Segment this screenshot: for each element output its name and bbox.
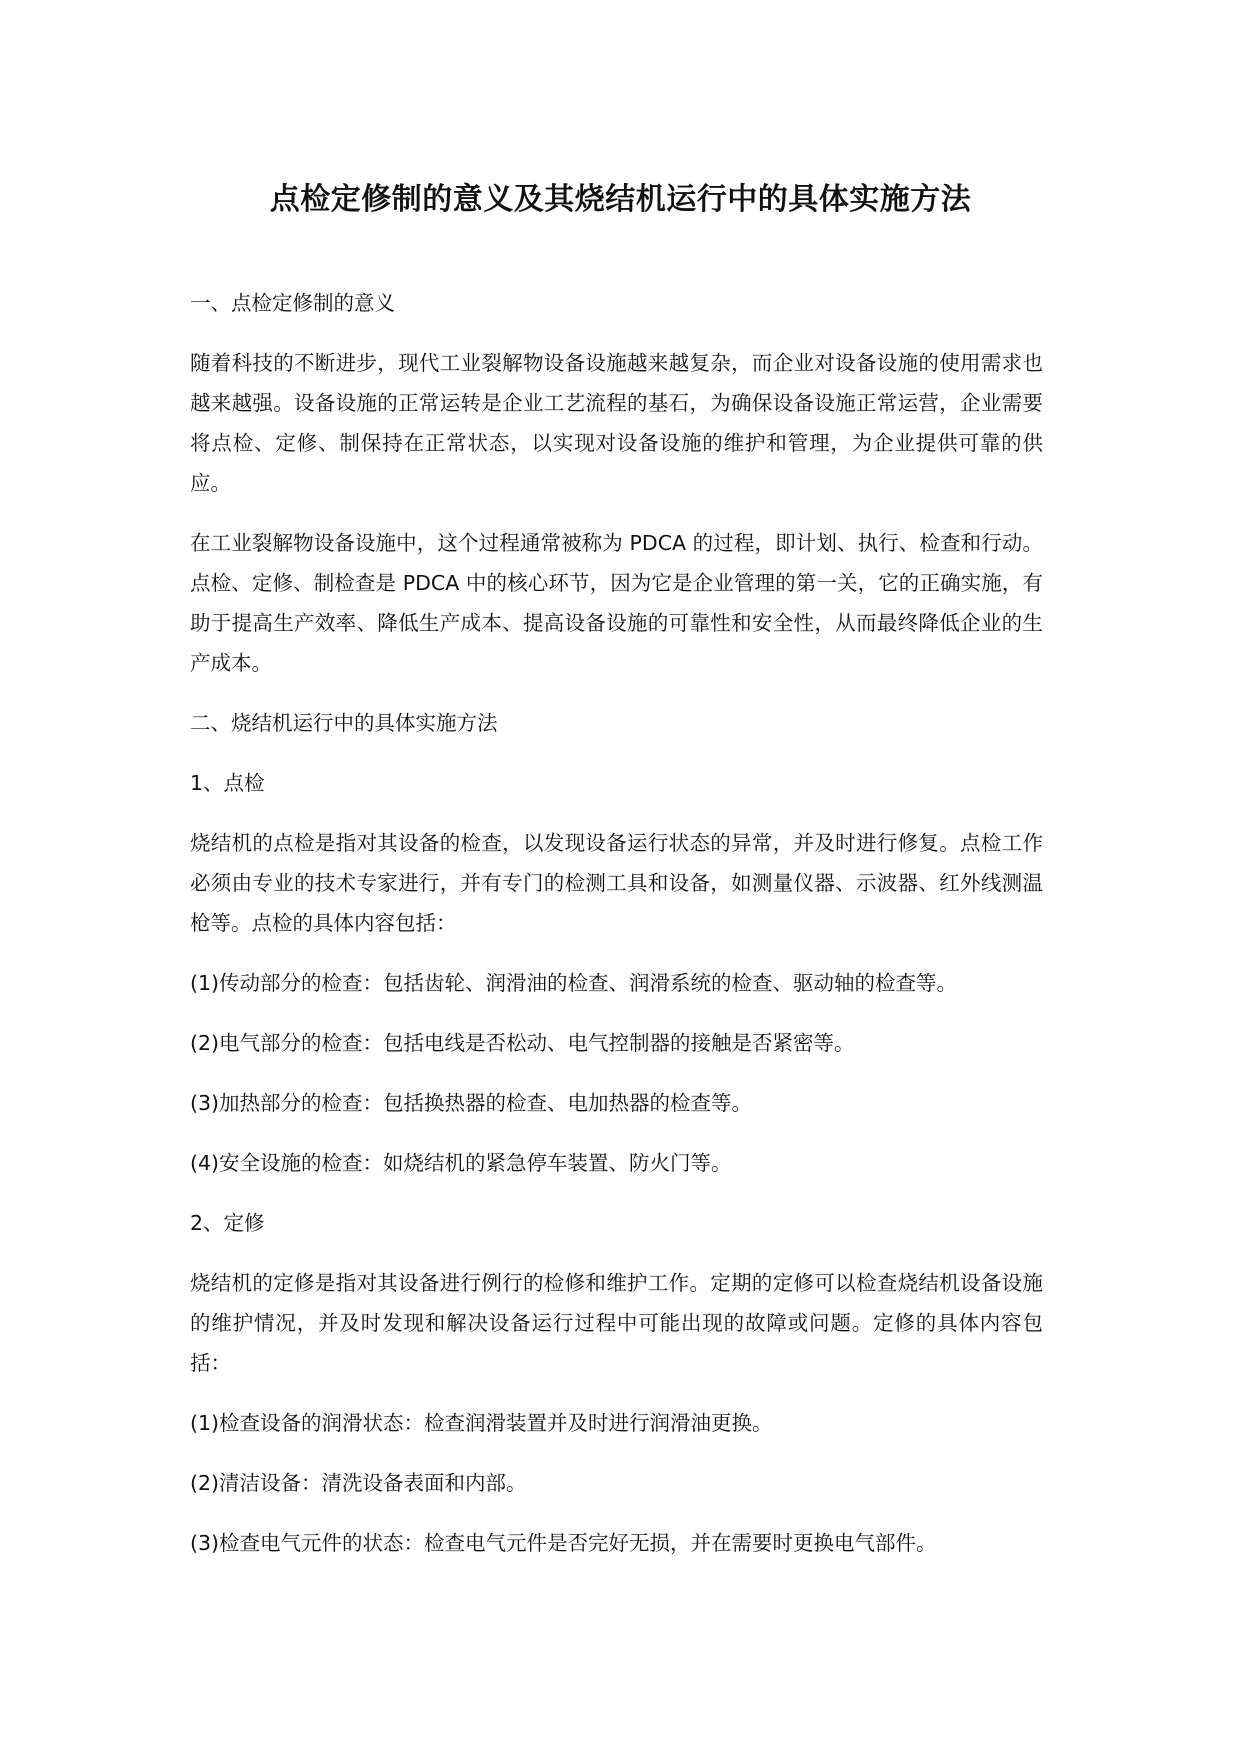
paragraph-maintenance: 烧结机的定修是指对其设备进行例行的检修和维护工作。定期的定修可以检查烧结机设备设施的维护情况，并及时发现和解决设备运行过程中可能出现的故障或问题。定修的具体内容包括： (190, 1271, 1043, 1375)
paragraph-inspection: 烧结机的点检是指对其设备的检查，以发现设备运行状态的异常，并及时进行修复。点检工作必须由专业的技术专家进行，并有专门的检测工具和设备，如测量仪器、示波器、红外线测温枪等。点检的具体内容包括： (190, 831, 1043, 935)
list-item-maintenance-2: (2)清洁设备：清洗设备表面和内部。 (190, 1471, 527, 1495)
paragraph-meaning-2: 在工业裂解物设备设施中，这个过程通常被称为 PDCA 的过程，即计划、执行、检查和行动。点检、定修、制检查是 PDCA 中的核心环节，因为它是企业管理的第一关，它的正确实施，有助于提高生产效率、降低生产成本、提高设备设施的可靠性和安全性，从而最终降低企业的生产成本。 (190, 531, 1043, 675)
section-heading-implementation: 二、烧结机运行中的具体实施方法 (190, 711, 498, 735)
subsection-heading-inspection: 1、点检 (190, 771, 265, 795)
document-title: 点检定修制的意义及其烧结机运行中的具体实施方法 (269, 182, 972, 217)
list-item-maintenance-1: (1)检查设备的润滑状态：检查润滑装置并及时进行润滑油更换。 (190, 1411, 773, 1435)
list-item-inspection-2: (2)电气部分的检查：包括电线是否松动、电气控制器的接触是否紧密等。 (190, 1031, 855, 1055)
document-body (190, 283, 1043, 1583)
paragraph-meaning-1: 随着科技的不断进步，现代工业裂解物设备设施越来越复杂，而企业对设备设施的使用需求也越来越强。设备设施的正常运转是企业工艺流程的基石，为确保设备设施正常运营，企业需要将点检、定修、制保持在正常状态，以实现对设备设施的维护和管理，为企业提供可靠的供应。 (190, 351, 1043, 495)
section-heading-meaning: 一、点检定修制的意义 (190, 291, 395, 315)
list-item-inspection-1: (1)传动部分的检查：包括齿轮、润滑油的检查、润滑系统的检查、驱动轴的检查等。 (190, 971, 958, 995)
list-item-maintenance-3: (3)检查电气元件的状态：检查电气元件是否完好无损，并在需要时更换电气部件。 (190, 1531, 937, 1555)
subsection-heading-maintenance: 2、定修 (190, 1211, 265, 1235)
list-item-inspection-3: (3)加热部分的检查：包括换热器的检查、电加热器的检查等。 (190, 1091, 753, 1115)
list-item-inspection-4: (4)安全设施的检查：如烧结机的紧急停车装置、防火门等。 (190, 1151, 732, 1175)
